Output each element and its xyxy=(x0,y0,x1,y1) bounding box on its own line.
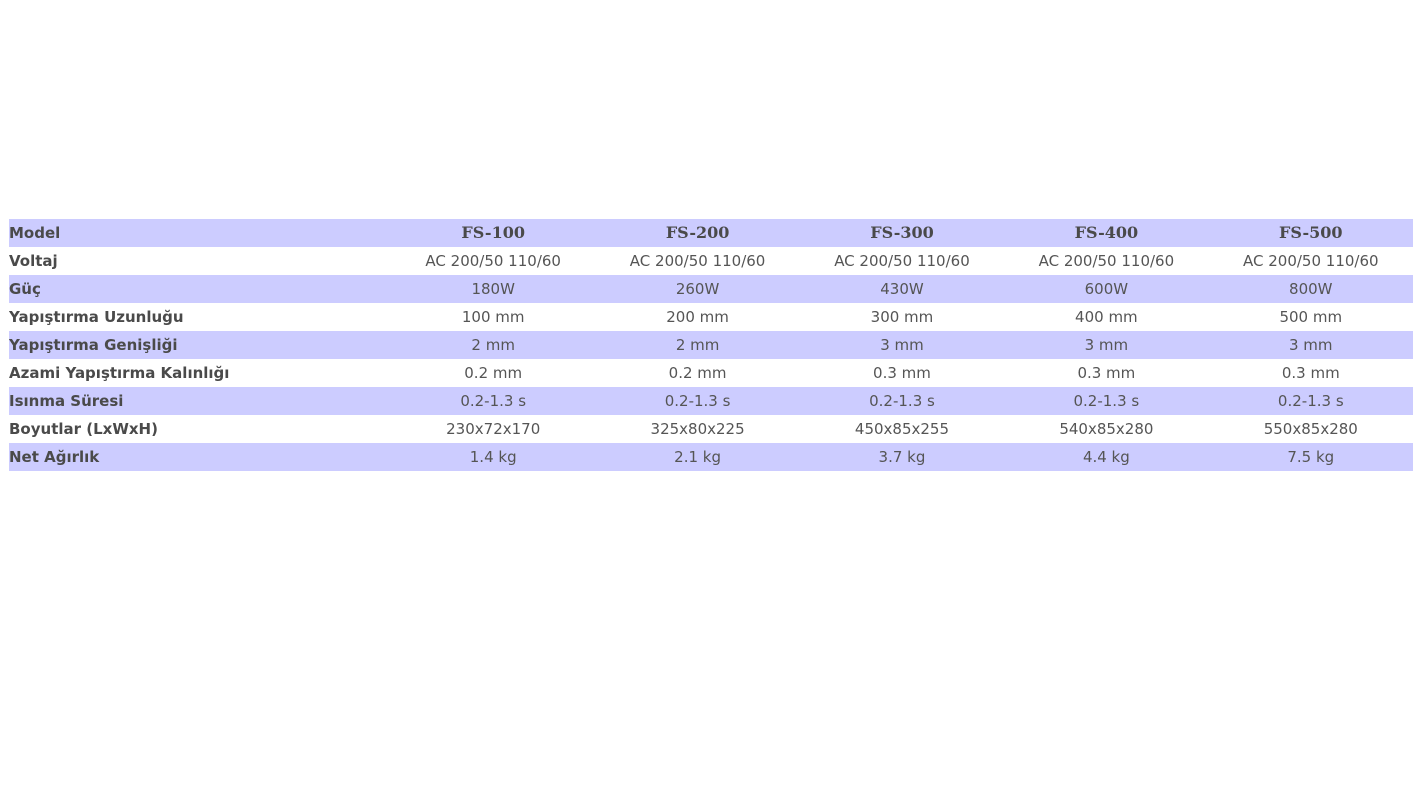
table-cell: 540x85x280 xyxy=(1059,420,1154,438)
table-header-row xyxy=(9,219,1413,247)
table-cell: 325x80x225 xyxy=(650,420,745,438)
column-header-fs-100: FS-100 xyxy=(461,223,525,242)
table-cell: 400 mm xyxy=(1075,308,1138,326)
table-cell: 3 mm xyxy=(1084,336,1129,354)
table-cell: 0.2-1.3 s xyxy=(1073,392,1140,410)
table-row xyxy=(9,387,1413,415)
table-cell: AC 200/50 110/60 xyxy=(834,252,970,270)
table-cell: 550x85x280 xyxy=(1263,420,1358,438)
table-cell: 260W xyxy=(675,280,720,298)
table-cell: 230x72x170 xyxy=(446,420,541,438)
table-cell: 1.4 kg xyxy=(469,448,517,466)
table-cell: 0.2 mm xyxy=(464,364,523,382)
table-cell: 7.5 kg xyxy=(1287,448,1335,466)
table-row xyxy=(9,443,1413,471)
column-header-fs-300: FS-300 xyxy=(870,223,934,242)
table-cell: 0.2-1.3 s xyxy=(460,392,527,410)
table-row xyxy=(9,331,1413,359)
table-cell: 200 mm xyxy=(666,308,729,326)
table-cell: 100 mm xyxy=(461,308,525,326)
table-cell: 430W xyxy=(880,280,924,298)
spec-table xyxy=(9,219,1413,471)
table-cell: 3 mm xyxy=(1289,336,1333,354)
row-label-yapistirma-genisligi: Yapıştırma Genişliği xyxy=(9,336,178,354)
row-label-net-agirlik: Net Ağırlık xyxy=(9,448,100,466)
row-label-isinma-suresi: Isınma Süresi xyxy=(9,392,124,410)
table-cell: 0.3 mm xyxy=(1281,364,1340,382)
table-cell: 450x85x255 xyxy=(854,420,950,438)
table-row xyxy=(9,415,1413,443)
row-label-azami-yapistirma-kalinligi: Azami Yapıştırma Kalınlığı xyxy=(9,364,230,382)
table-cell: 0.2-1.3 s xyxy=(869,392,935,410)
table-cell: 600W xyxy=(1084,280,1129,298)
table-cell: AC 200/50 110/60 xyxy=(629,252,766,270)
table-row xyxy=(9,303,1413,331)
row-label-boyutlar: Boyutlar (LxWxH) xyxy=(9,420,158,438)
column-header-fs-400: FS-400 xyxy=(1074,223,1139,242)
table-cell: 180W xyxy=(471,280,515,298)
table-cell: AC 200/50 110/60 xyxy=(1243,252,1379,270)
table-cell: 300 mm xyxy=(870,308,934,326)
table-cell: 800W xyxy=(1289,280,1333,298)
table-cell: 4.4 kg xyxy=(1082,448,1130,466)
table-cell: 0.2 mm xyxy=(668,364,727,382)
table-cell: 2 mm xyxy=(471,336,515,354)
table-cell: 0.3 mm xyxy=(873,364,931,382)
table-cell: 2.1 kg xyxy=(674,448,721,466)
column-header-fs-500: FS-500 xyxy=(1279,223,1343,242)
table-row xyxy=(9,275,1413,303)
table-cell: 0.3 mm xyxy=(1077,364,1136,382)
table-cell: 500 mm xyxy=(1279,308,1343,326)
table-cell: AC 200/50 110/60 xyxy=(425,252,561,270)
table-cell: 2 mm xyxy=(675,336,720,354)
row-label-guc: Güç xyxy=(9,280,41,298)
table-cell: 3.7 kg xyxy=(878,448,926,466)
table-cell: 0.2-1.3 s xyxy=(664,392,731,410)
row-label-model: Model xyxy=(9,224,61,242)
table-row xyxy=(9,359,1413,387)
table-cell: 0.2-1.3 s xyxy=(1277,392,1344,410)
table-cell: 3 mm xyxy=(880,336,924,354)
table-cell: AC 200/50 110/60 xyxy=(1038,252,1175,270)
column-header-fs-200: FS-200 xyxy=(665,223,730,242)
row-label-yapistirma-uzunlugu: Yapıştırma Uzunluğu xyxy=(9,308,184,326)
row-label-voltaj: Voltaj xyxy=(9,252,58,270)
table-row xyxy=(9,247,1413,275)
